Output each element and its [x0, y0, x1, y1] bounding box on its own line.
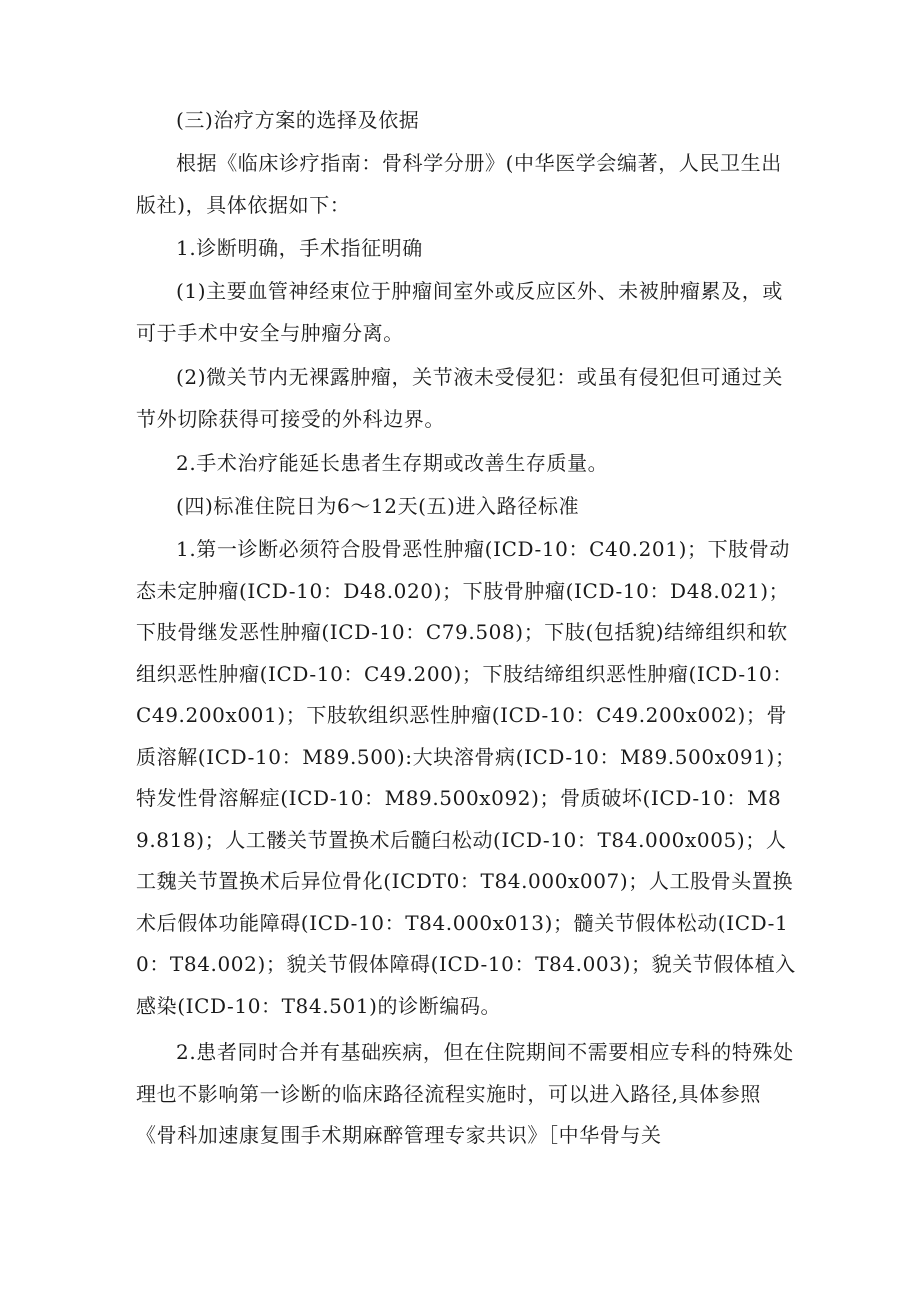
paragraph-diagnosis-codes: 1.第一诊断必须符合股骨恶性肿瘤(ICD-10：C40.201)；下肢骨动态未定肿瘤(ICD-10：D48.020)；下肢骨肿瘤(ICD-10：D48.021)；下肢骨继发恶性肿瘤(ICD-10：C79.508)；下肢(包括貌)结缔组织和软组织恶性肿瘤(ICD-10：C49.200)；下肢结缔组织恶性肿瘤(ICD-10：C49.200x001)；下肢软组织恶性肿瘤(ICD-10：C49.200x002)；骨质溶解(ICD-10：M89.500):大块溶骨病(ICD-10：M89.500x091)；特发性骨溶解症(ICD-10：M89.500x092)；骨质破坏(ICD-10：M89.818)；人工髅关节置换术后髓臼松动(ICD-10：T84.000x005)；人工魏关节置换术后异位骨化(ICDT0：T84.000x007)；人工股骨头置换术后假体功能障碍(ICD-10：T84.000x013)；髓关节假体松动(ICD-10：T84.002)；貌关节假体障碍(ICD-10：T84.003)；貌关节假体植入感染(ICD-10：T84.501)的诊断编码。 — [136, 537, 796, 1018]
section-heading-hospital-stay: (四)标准住院日为6～12天(五)进入路径标准 — [176, 494, 580, 518]
paragraph-subitem-1: (1)主要血管神经束位于肿瘤间室外或反应区外、未被肿瘤累及，或可于手术中安全与肿瘤分离。 — [136, 279, 783, 345]
paragraph-comorbidity: 2.患者同时合并有基础疾病，但在住院期间不需要相应专科的特殊处理也不影响第一诊断的临床路径流程实施时，可以进入路径,具体参照《骨科加速康复围手术期麻醉管理专家共识》［中华骨与关 — [136, 1040, 794, 1147]
paragraph-item-2: 2.手术治疗能延长患者生存期或改善生存质量。 — [176, 451, 609, 475]
paragraph-subitem-2: (2)微关节内无裸露肿瘤，关节液未受侵犯：或虽有侵犯但可通过关节外切除获得可接受的外科边界。 — [136, 365, 783, 431]
section-heading-treatment-plan: (三)治疗方案的选择及依据 — [176, 108, 420, 132]
paragraph-basis: 根据《临床诊疗指南：骨科学分册》(中华医学会编著，人民卫生出版社)，具体依据如下： — [136, 151, 782, 217]
paragraph-item-1: 1.诊断明确，手术指征明确 — [176, 236, 423, 260]
